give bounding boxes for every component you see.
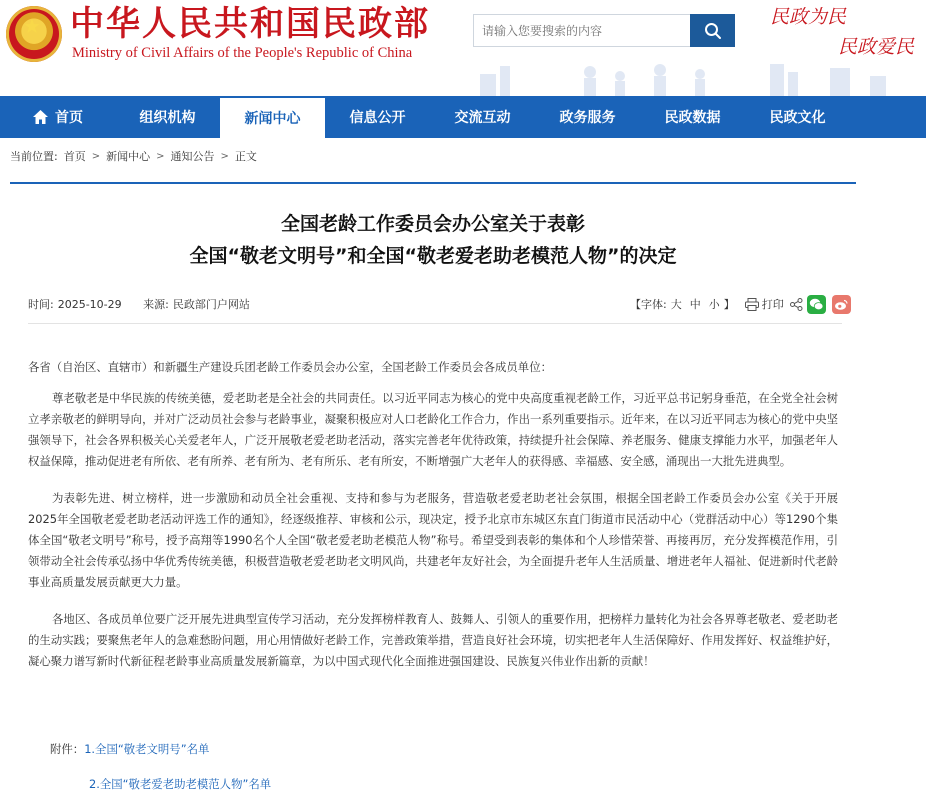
home-icon <box>32 109 49 125</box>
breadcrumb-divider <box>10 182 856 184</box>
slogan-line-2: 民政爱民 <box>838 36 915 58</box>
article-title-line-2: 全国“敬老文明号”和全国“敬老爱老助老模范人物”的决定 <box>189 245 677 267</box>
nav-item-label: 交流互动 <box>454 110 511 126</box>
nav-item-label: 新闻中心 <box>244 111 301 127</box>
search-icon <box>704 22 722 40</box>
nav-item-home[interactable] <box>0 96 115 138</box>
nav-item-info-disclosure[interactable] <box>325 96 430 138</box>
print-label: 打印 <box>761 298 784 311</box>
nav-item-culture[interactable] <box>745 96 850 138</box>
breadcrumb-current: 正文 <box>234 150 257 163</box>
article-paragraph-2: 为表彰先进、树立榜样，进一步激励和动员全社会重视、支持和参与为老服务，营造敬老爱老助老社会氛围，根据全国老龄工作委员会办公室《关于开展2025年全国敬老爱老助老活动评选工作的通知》，经逐级推荐、审核和公示，现决定，授予北京市东城区东直门街道市民活动中心（党群活动中心）等1290个集体全国“敬老文明号”称号，授予高翔等1990名个人全国“敬老爱老助老模范人物”称号。希望受到表彰的集体和个人珍惜荣誉、再接再厉，充分发挥模范作用，引领带动全社会传承弘扬中华优秀传统美德，积极营造敬老爱老助老文明风尚，共建老年友好社会，为全面提升老年人生活质量、增进老年人福祉、促进新时代老龄事业高质量发展贡献更大力量。 <box>28 491 838 589</box>
article-body <box>28 357 838 688</box>
source-value: 民政部门户网站 <box>172 298 250 311</box>
breadcrumb <box>10 148 257 164</box>
chevron-right-icon: > <box>91 150 101 162</box>
article-paragraph-1: 尊老敬老是中华民族的传统美德，爱老助老是全社会的共同责任。以习近平同志为核心的党中央高度重视老龄工作，习近平总书记躬身垂范，在全党全社会树立孝亲敬老的鲜明导向，并对广泛动员社会参与老龄事业，凝聚积极应对人口老龄化工作合力，作出一系列重要指示。近年来，在以习近平同志为核心的党中央坚强领导下，社会各界积极关心关爱老年人，广泛开展敬老爱老助老活动，落实完善老年优待政策，持续提升社会保障、养老服务、健康支撑能力水平，加强老年人权益保障，推动促进老有所依、老有所养、老有所为、老有所乐、老有所安，不断增强广大老年人的获得感、幸福感、安全感，涌现出一大批先进典型。 <box>28 391 838 468</box>
search-input[interactable] <box>474 15 690 46</box>
printer-icon <box>745 298 759 311</box>
article-source <box>143 298 250 311</box>
font-size-label: 【字体: <box>630 298 667 311</box>
font-size-large-button[interactable]: 大 <box>670 298 682 311</box>
font-size-small-button[interactable]: 小 <box>708 298 720 311</box>
main-nav <box>0 96 926 138</box>
nav-item-label: 民政数据 <box>664 110 721 126</box>
nav-item-label: 首页 <box>55 110 83 126</box>
attachment-link-1[interactable]: 1.全国“敬老文明号”名单 <box>84 742 210 756</box>
weibo-share-button[interactable] <box>832 295 851 314</box>
nav-item-label: 民政文化 <box>769 110 826 126</box>
font-size-medium-button[interactable]: 中 <box>689 298 701 311</box>
site-title[interactable]: 中华人民共和国民政部 <box>70 4 430 44</box>
wechat-share-button[interactable] <box>807 295 826 314</box>
attachments-label: 附件： <box>50 742 85 756</box>
article-tools <box>630 293 851 315</box>
nav-item-interaction[interactable] <box>430 96 535 138</box>
chevron-right-icon: > <box>156 150 165 162</box>
nav-item-label: 信息公开 <box>349 110 406 126</box>
chevron-right-icon: > <box>220 150 229 162</box>
breadcrumb-link-notices[interactable]: 通知公告 <box>170 150 215 163</box>
breadcrumb-prefix: 当前位置: <box>10 150 58 163</box>
breadcrumb-link-home[interactable]: 首页 <box>63 150 86 163</box>
nav-item-news-center[interactable] <box>220 96 325 138</box>
nav-item-label: 组织机构 <box>139 110 196 126</box>
article-title <box>10 208 856 272</box>
site-header <box>0 0 926 96</box>
meta-divider <box>28 323 842 324</box>
search-button[interactable] <box>690 14 735 47</box>
article-paragraph-3: 各地区、各成员单位要广泛开展先进典型宣传学习活动，充分发挥榜样教育人、鼓舞人、引领人的重要作用，把榜样力量转化为社会各界尊老敬老、爱老助老的生动实践；要聚焦老年人的急难愁盼问题，用心用情做好老龄工作，完善政策举措，营造良好社会环境，切实把老年人生活保障好、作用发挥好、权益维护好，凝心聚力谱写新时代新征程老龄事业高质量发展新篇章，为以中国式现代化全面推进强国建设、民族复兴伟业作出新的贡献！ <box>28 612 838 668</box>
nav-item-label: 政务服务 <box>559 110 616 126</box>
slogan-line-1: 民政为民 <box>770 6 847 28</box>
skyline-decoration <box>470 54 926 96</box>
nav-item-services[interactable] <box>535 96 640 138</box>
print-button[interactable] <box>745 296 784 312</box>
font-size-label-close: 】 <box>723 298 735 311</box>
article-title-line-1: 全国老龄工作委员会办公室关于表彰 <box>280 213 585 235</box>
nav-item-data[interactable] <box>640 96 745 138</box>
search-box <box>473 14 735 47</box>
time-label: 时间: <box>28 298 54 311</box>
article-meta <box>28 296 268 312</box>
nav-item-organization[interactable] <box>115 96 220 138</box>
wechat-icon <box>809 298 824 311</box>
attachment-link-2[interactable]: 2.全国“敬老爱老助老模范人物”名单 <box>89 777 272 791</box>
article-greeting: 各省（自治区、直辖市）和新疆生产建设兵团老龄工作委员会办公室，全国老龄工作委员会各成员单位： <box>28 360 552 374</box>
breadcrumb-link-news[interactable]: 新闻中心 <box>106 150 151 163</box>
weibo-icon <box>834 298 849 311</box>
attachments <box>50 740 209 758</box>
attachments-2 <box>89 775 271 793</box>
national-emblem-logo[interactable]: ★ <box>6 6 62 62</box>
source-label: 来源: <box>143 298 169 311</box>
share-button[interactable] <box>790 298 803 311</box>
publish-time <box>28 298 122 311</box>
share-icon <box>790 298 803 311</box>
site-subtitle: Ministry of Civil Affairs of the People's Republic of China <box>72 45 413 61</box>
time-value: 2025-10-29 <box>57 298 122 311</box>
slogan <box>770 4 922 60</box>
